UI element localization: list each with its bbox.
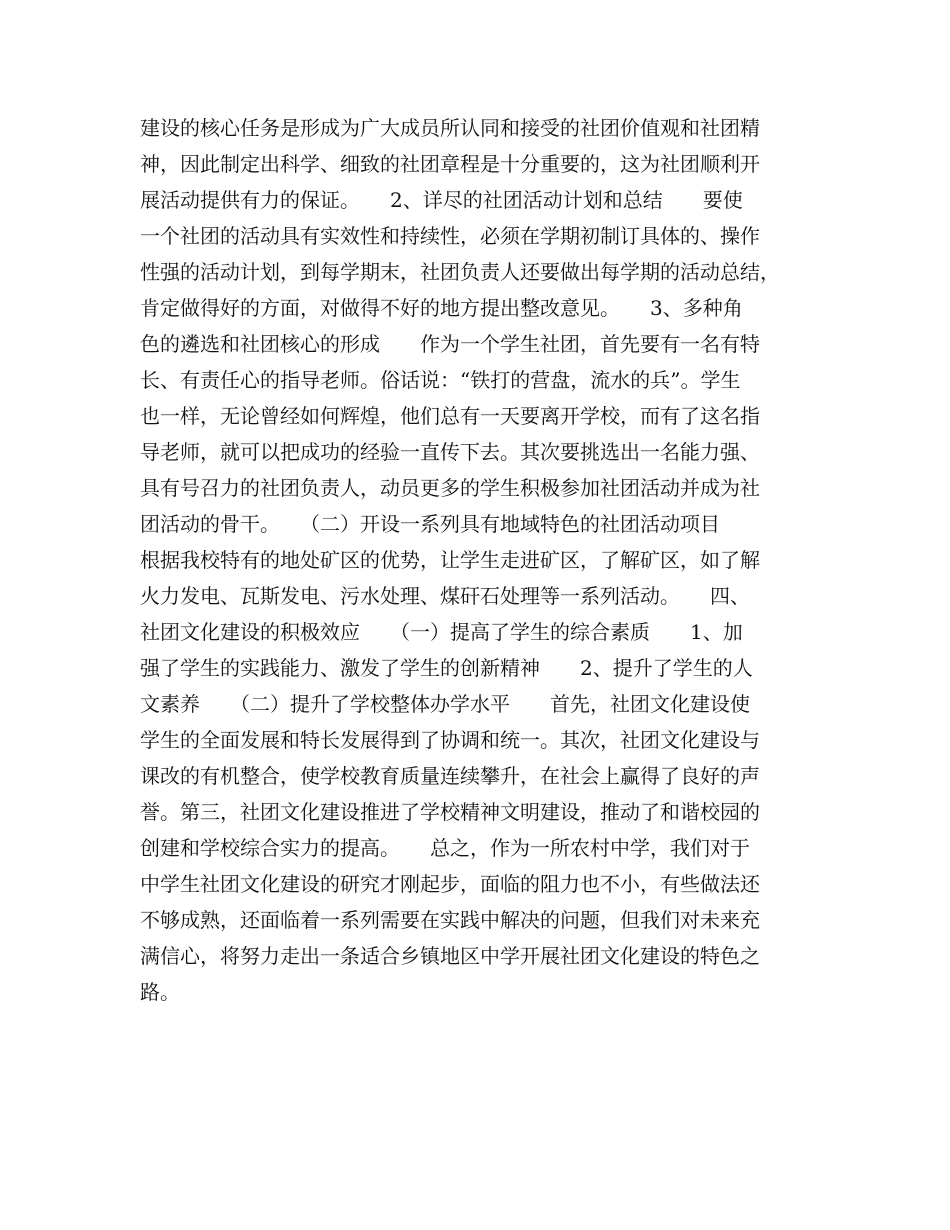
text-line: 中学生社团文化建设的研究才刚起步，面临的阻力也不小，有些做法还 xyxy=(140,872,760,896)
text-line: 创建和学校综合实力的提高。 总之，作为一所农村中学，我们对于 xyxy=(140,836,750,860)
body-text xyxy=(140,110,820,1010)
text-line: 路。 xyxy=(140,980,180,1004)
text-line: 肯定做得好的方面，对做得不好的地方提出整改意见。 3、多种角 xyxy=(140,296,743,320)
text-line: 色的遴选和社团核心的形成 作为一个学生社团，首先要有一名有特 xyxy=(140,332,760,356)
text-line: 性强的活动计划，到每学期末，社团负责人还要做出每学期的活动总结， xyxy=(140,260,780,284)
text-line: 神，因此制定出科学、细致的社团章程是十分重要的，这为社团顺利开 xyxy=(140,152,760,176)
text-line: 建设的核心任务是形成为广大成员所认同和接受的社团价值观和社团精 xyxy=(140,116,760,140)
text-line: 长、有责任心的指导老师。俗话说：“铁打的营盘，流水的兵”。学生 xyxy=(140,368,741,392)
text-line: 誉。第三，社团文化建设推进了学校精神文明建设，推动了和谐校园的 xyxy=(140,800,760,824)
text-line: 团活动的骨干。 （二）开设一系列具有地域特色的社团活动项目 xyxy=(140,512,720,536)
text-line: 社团文化建设的积极效应 （一）提高了学生的综合素质 1、加 xyxy=(140,620,743,644)
text-line: 课改的有机整合，使学校教育质量连续攀升，在社会上赢得了良好的声 xyxy=(140,764,760,788)
text-line: 展活动提供有力的保证。 2、详尽的社团活动计划和总结 要使 xyxy=(140,188,743,212)
text-line: 火力发电、瓦斯发电、污水处理、煤矸石处理等一系列活动。 四、 xyxy=(140,584,750,608)
text-line: 根据我校特有的地处矿区的优势，让学生走进矿区，了解矿区，如了解 xyxy=(140,548,760,572)
text-line: 文素养 （二）提升了学校整体办学水平 首先，社团文化建设使 xyxy=(140,692,750,716)
text-line: 导老师，就可以把成功的经验一直传下去。其次要挑选出一名能力强、 xyxy=(140,440,760,464)
text-line: 强了学生的实践能力、激发了学生的创新精神 2、提升了学生的人 xyxy=(140,656,753,680)
text-line: 一个社团的活动具有实效性和持续性，必须在学期初制订具体的、操作 xyxy=(140,224,760,248)
text-line: 不够成熟，还面临着一系列需要在实践中解决的问题，但我们对未来充 xyxy=(140,908,760,932)
text-line: 也一样，无论曾经如何辉煌，他们总有一天要离开学校，而有了这名指 xyxy=(140,404,760,428)
text-line: 学生的全面发展和特长发展得到了协调和统一。其次，社团文化建设与 xyxy=(140,728,760,752)
text-line: 满信心，将努力走出一条适合乡镇地区中学开展社团文化建设的特色之 xyxy=(140,944,760,968)
text-line: 具有号召力的社团负责人，动员更多的学生积极参加社团活动并成为社 xyxy=(140,476,760,500)
